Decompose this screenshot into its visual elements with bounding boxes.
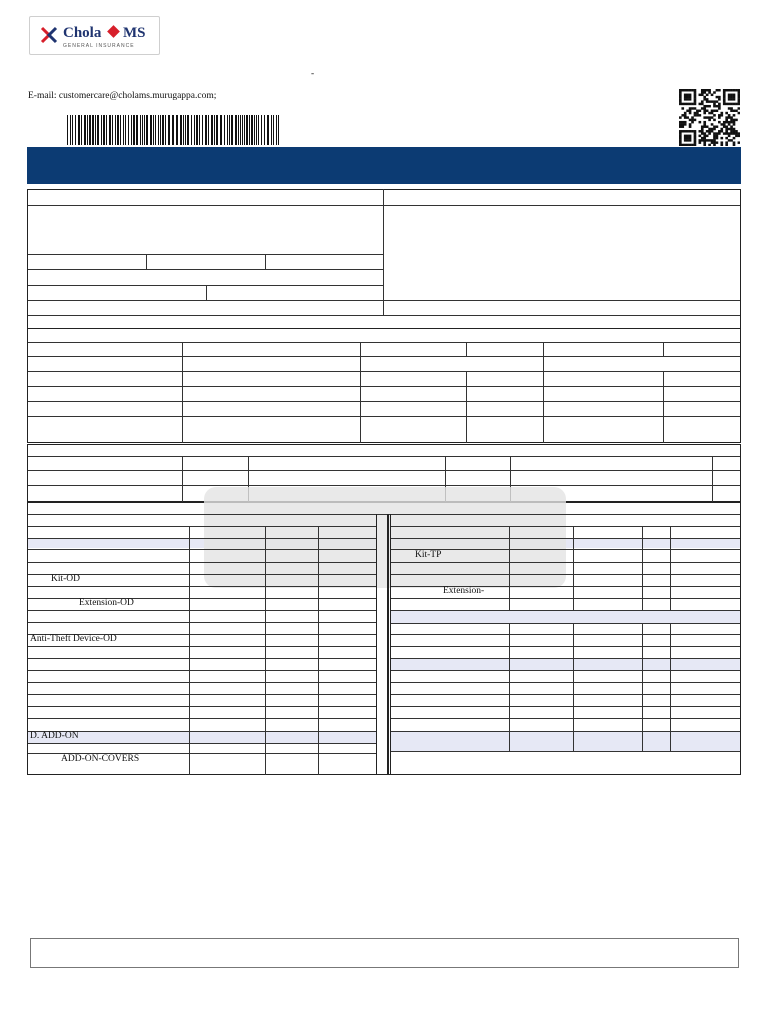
header-dash: - — [311, 69, 315, 79]
kit-tp-label: Kit-TP — [415, 550, 442, 560]
footer-box — [30, 938, 739, 968]
email-line: E-mail: customercare@cholams.murugappa.com; — [28, 91, 217, 101]
anti-theft-label: Anti-Theft Device-OD — [30, 634, 117, 644]
logo-subtitle: GENERAL INSURANCE — [63, 43, 135, 49]
extension-od-label: Extension-OD — [79, 598, 134, 608]
addon-covers-label: ADD-ON-COVERS — [61, 754, 140, 764]
logo-diamond-icon — [107, 25, 120, 38]
logo-brand-right: MS — [123, 25, 146, 41]
extension-label: Extension- — [443, 586, 485, 596]
logo-brand-left: Chola — [63, 25, 102, 41]
company-logo — [29, 16, 160, 55]
barcode-image — [67, 115, 280, 145]
chola-swirl-icon — [38, 24, 60, 46]
policy-details-section — [27, 189, 741, 329]
column-divider — [376, 514, 391, 775]
kit-od-label: Kit-OD — [51, 574, 81, 584]
title-banner — [27, 147, 741, 184]
qr-code-image — [679, 89, 740, 146]
addon-heading: D. ADD-ON — [30, 731, 79, 741]
